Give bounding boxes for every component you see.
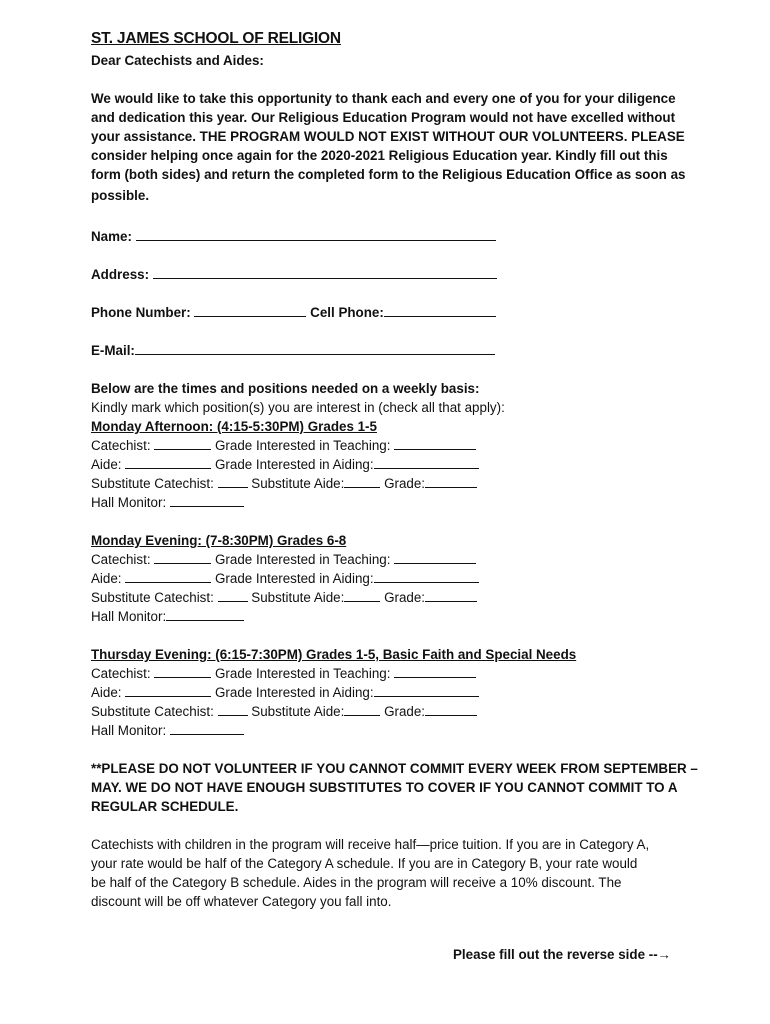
sub-catechist-label: Substitute Catechist:: [91, 704, 214, 719]
sub-aide-label: Substitute Aide:: [251, 704, 345, 719]
substitute-row: [91, 588, 691, 607]
tuition-line: your rate would be half of the Category A schedule. If you are in Category B, your rate would: [91, 856, 638, 871]
aide-check[interactable]: [125, 570, 211, 583]
catechist-check[interactable]: [154, 665, 211, 678]
tuition-line: be half of the Category B schedule. Aides in the program will receive a 10% discount. The: [91, 875, 622, 890]
grade-field[interactable]: [425, 589, 477, 602]
grade-aiding-label: Grade Interested in Aiding:: [215, 457, 374, 472]
session-title: Monday Evening: (7-8:30PM) Grades 6-8: [91, 533, 347, 548]
grade-aiding-label: Grade Interested in Aiding:: [215, 685, 374, 700]
reverse-side-note: Please fill out the reverse side --→: [453, 947, 672, 962]
grade-teaching-field[interactable]: [394, 665, 476, 678]
aide-check[interactable]: [125, 456, 211, 469]
school-title: ST. JAMES SCHOOL OF RELIGION: [91, 30, 341, 47]
sub-catechist-label: Substitute Catechist:: [91, 476, 214, 491]
hall-monitor-label: Hall Monitor:: [91, 723, 167, 738]
grade-teaching-label: Grade Interested in Teaching:: [215, 552, 391, 567]
grade-label: Grade:: [384, 704, 426, 719]
intro-line: and dedication this year. Our Religious Education Program would not have excelled without: [91, 110, 676, 125]
sub-aide-label: Substitute Aide:: [251, 476, 345, 491]
sub-catechist-label: Substitute Catechist:: [91, 590, 214, 605]
grade-aiding-label: Grade Interested in Aiding:: [215, 571, 374, 586]
grade-field[interactable]: [425, 703, 477, 716]
notice-line: REGULAR SCHEDULE.: [91, 799, 239, 814]
aide-label: Aide:: [91, 571, 122, 586]
sub-aide-check[interactable]: [344, 703, 380, 716]
email-row: [91, 341, 691, 360]
phone-row: [91, 303, 691, 322]
catechist-row: [91, 436, 691, 455]
hall-monitor-check[interactable]: [166, 608, 244, 621]
address-row: [91, 265, 691, 284]
sub-aide-check[interactable]: [344, 475, 380, 488]
grade-teaching-field[interactable]: [394, 551, 476, 564]
catechist-label: Catechist:: [91, 552, 151, 567]
catechist-label: Catechist:: [91, 438, 151, 453]
grade-label: Grade:: [384, 476, 426, 491]
hall-monitor-row: [91, 493, 691, 512]
intro-paragraph: [91, 89, 691, 205]
tuition-line: Catechists with children in the program will receive half—price tuition. If you are in Category A,: [91, 837, 650, 852]
hall-monitor-row: [91, 721, 691, 740]
name-row: [91, 227, 691, 246]
grade-teaching-field[interactable]: [394, 437, 476, 450]
hall-monitor-check[interactable]: [170, 494, 244, 507]
grade-aiding-field[interactable]: [374, 570, 479, 583]
catechist-check[interactable]: [154, 437, 211, 450]
email-field[interactable]: [135, 342, 495, 355]
tuition-line: discount will be off whatever Category you fall into.: [91, 894, 392, 909]
form-page: [91, 30, 698, 911]
session-block: [91, 645, 691, 740]
session-title: Thursday Evening: (6:15-7:30PM) Grades 1-5, Basic Faith and Special Needs: [91, 647, 577, 662]
grade-teaching-label: Grade Interested in Teaching:: [215, 438, 391, 453]
positions-instruction: Kindly mark which position(s) you are interest in (check all that apply):: [91, 400, 505, 415]
grade-aiding-field[interactable]: [374, 684, 479, 697]
address-label: Address:: [91, 267, 150, 282]
session-block: [91, 531, 691, 626]
catechist-row: [91, 664, 691, 683]
notice-line: MAY. WE DO NOT HAVE ENOUGH SUBSTITUTES TO COVER IF YOU CANNOT COMMIT TO A: [91, 780, 678, 795]
commitment-notice: [91, 759, 698, 816]
intro-line: possible.: [91, 188, 150, 203]
hall-monitor-label: Hall Monitor:: [91, 495, 167, 510]
intro-line: consider helping once again for the 2020-2021 Religious Education year. Kindly fill out this: [91, 148, 668, 163]
notice-line: **PLEASE DO NOT VOLUNTEER IF YOU CANNOT COMMIT EVERY WEEK FROM SEPTEMBER –: [91, 761, 698, 776]
aide-row: [91, 569, 691, 588]
sub-aide-label: Substitute Aide:: [251, 590, 345, 605]
sub-catechist-check[interactable]: [218, 703, 248, 716]
catechist-label: Catechist:: [91, 666, 151, 681]
session-block: [91, 417, 691, 512]
phone-field[interactable]: [194, 304, 306, 317]
session-title: Monday Afternoon: (4:15-5:30PM) Grades 1-5: [91, 419, 377, 434]
name-field[interactable]: [136, 228, 496, 241]
name-label: Name:: [91, 229, 132, 244]
aide-label: Aide:: [91, 457, 122, 472]
hall-monitor-label: Hall Monitor:: [91, 609, 167, 624]
sub-aide-check[interactable]: [344, 589, 380, 602]
tuition-paragraph: [91, 835, 691, 911]
salutation: Dear Catechists and Aides:: [91, 53, 264, 68]
aide-check[interactable]: [125, 684, 211, 697]
aide-label: Aide:: [91, 685, 122, 700]
address-field[interactable]: [153, 266, 497, 279]
aide-row: [91, 455, 691, 474]
positions-heading: Below are the times and positions needed on a weekly basis:: [91, 381, 480, 396]
grade-aiding-field[interactable]: [374, 456, 479, 469]
grade-teaching-label: Grade Interested in Teaching:: [215, 666, 391, 681]
aide-row: [91, 683, 691, 702]
cell-label: Cell Phone:: [310, 305, 384, 320]
intro-line: We would like to take this opportunity to thank each and every one of you for your diligence: [91, 91, 676, 106]
grade-field[interactable]: [425, 475, 477, 488]
substitute-row: [91, 702, 691, 721]
phone-label: Phone Number:: [91, 305, 191, 320]
grade-label: Grade:: [384, 590, 426, 605]
sub-catechist-check[interactable]: [218, 475, 248, 488]
hall-monitor-row: [91, 607, 691, 626]
email-label: E-Mail:: [91, 343, 135, 358]
catechist-check[interactable]: [154, 551, 211, 564]
cell-field[interactable]: [384, 304, 496, 317]
sub-catechist-check[interactable]: [218, 589, 248, 602]
catechist-row: [91, 550, 691, 569]
substitute-row: [91, 474, 691, 493]
hall-monitor-check[interactable]: [170, 722, 244, 735]
intro-line: your assistance. THE PROGRAM WOULD NOT EXIST WITHOUT OUR VOLUNTEERS. PLEASE: [91, 129, 685, 144]
intro-line: form (both sides) and return the completed form to the Religious Education Office as soon as: [91, 167, 686, 182]
